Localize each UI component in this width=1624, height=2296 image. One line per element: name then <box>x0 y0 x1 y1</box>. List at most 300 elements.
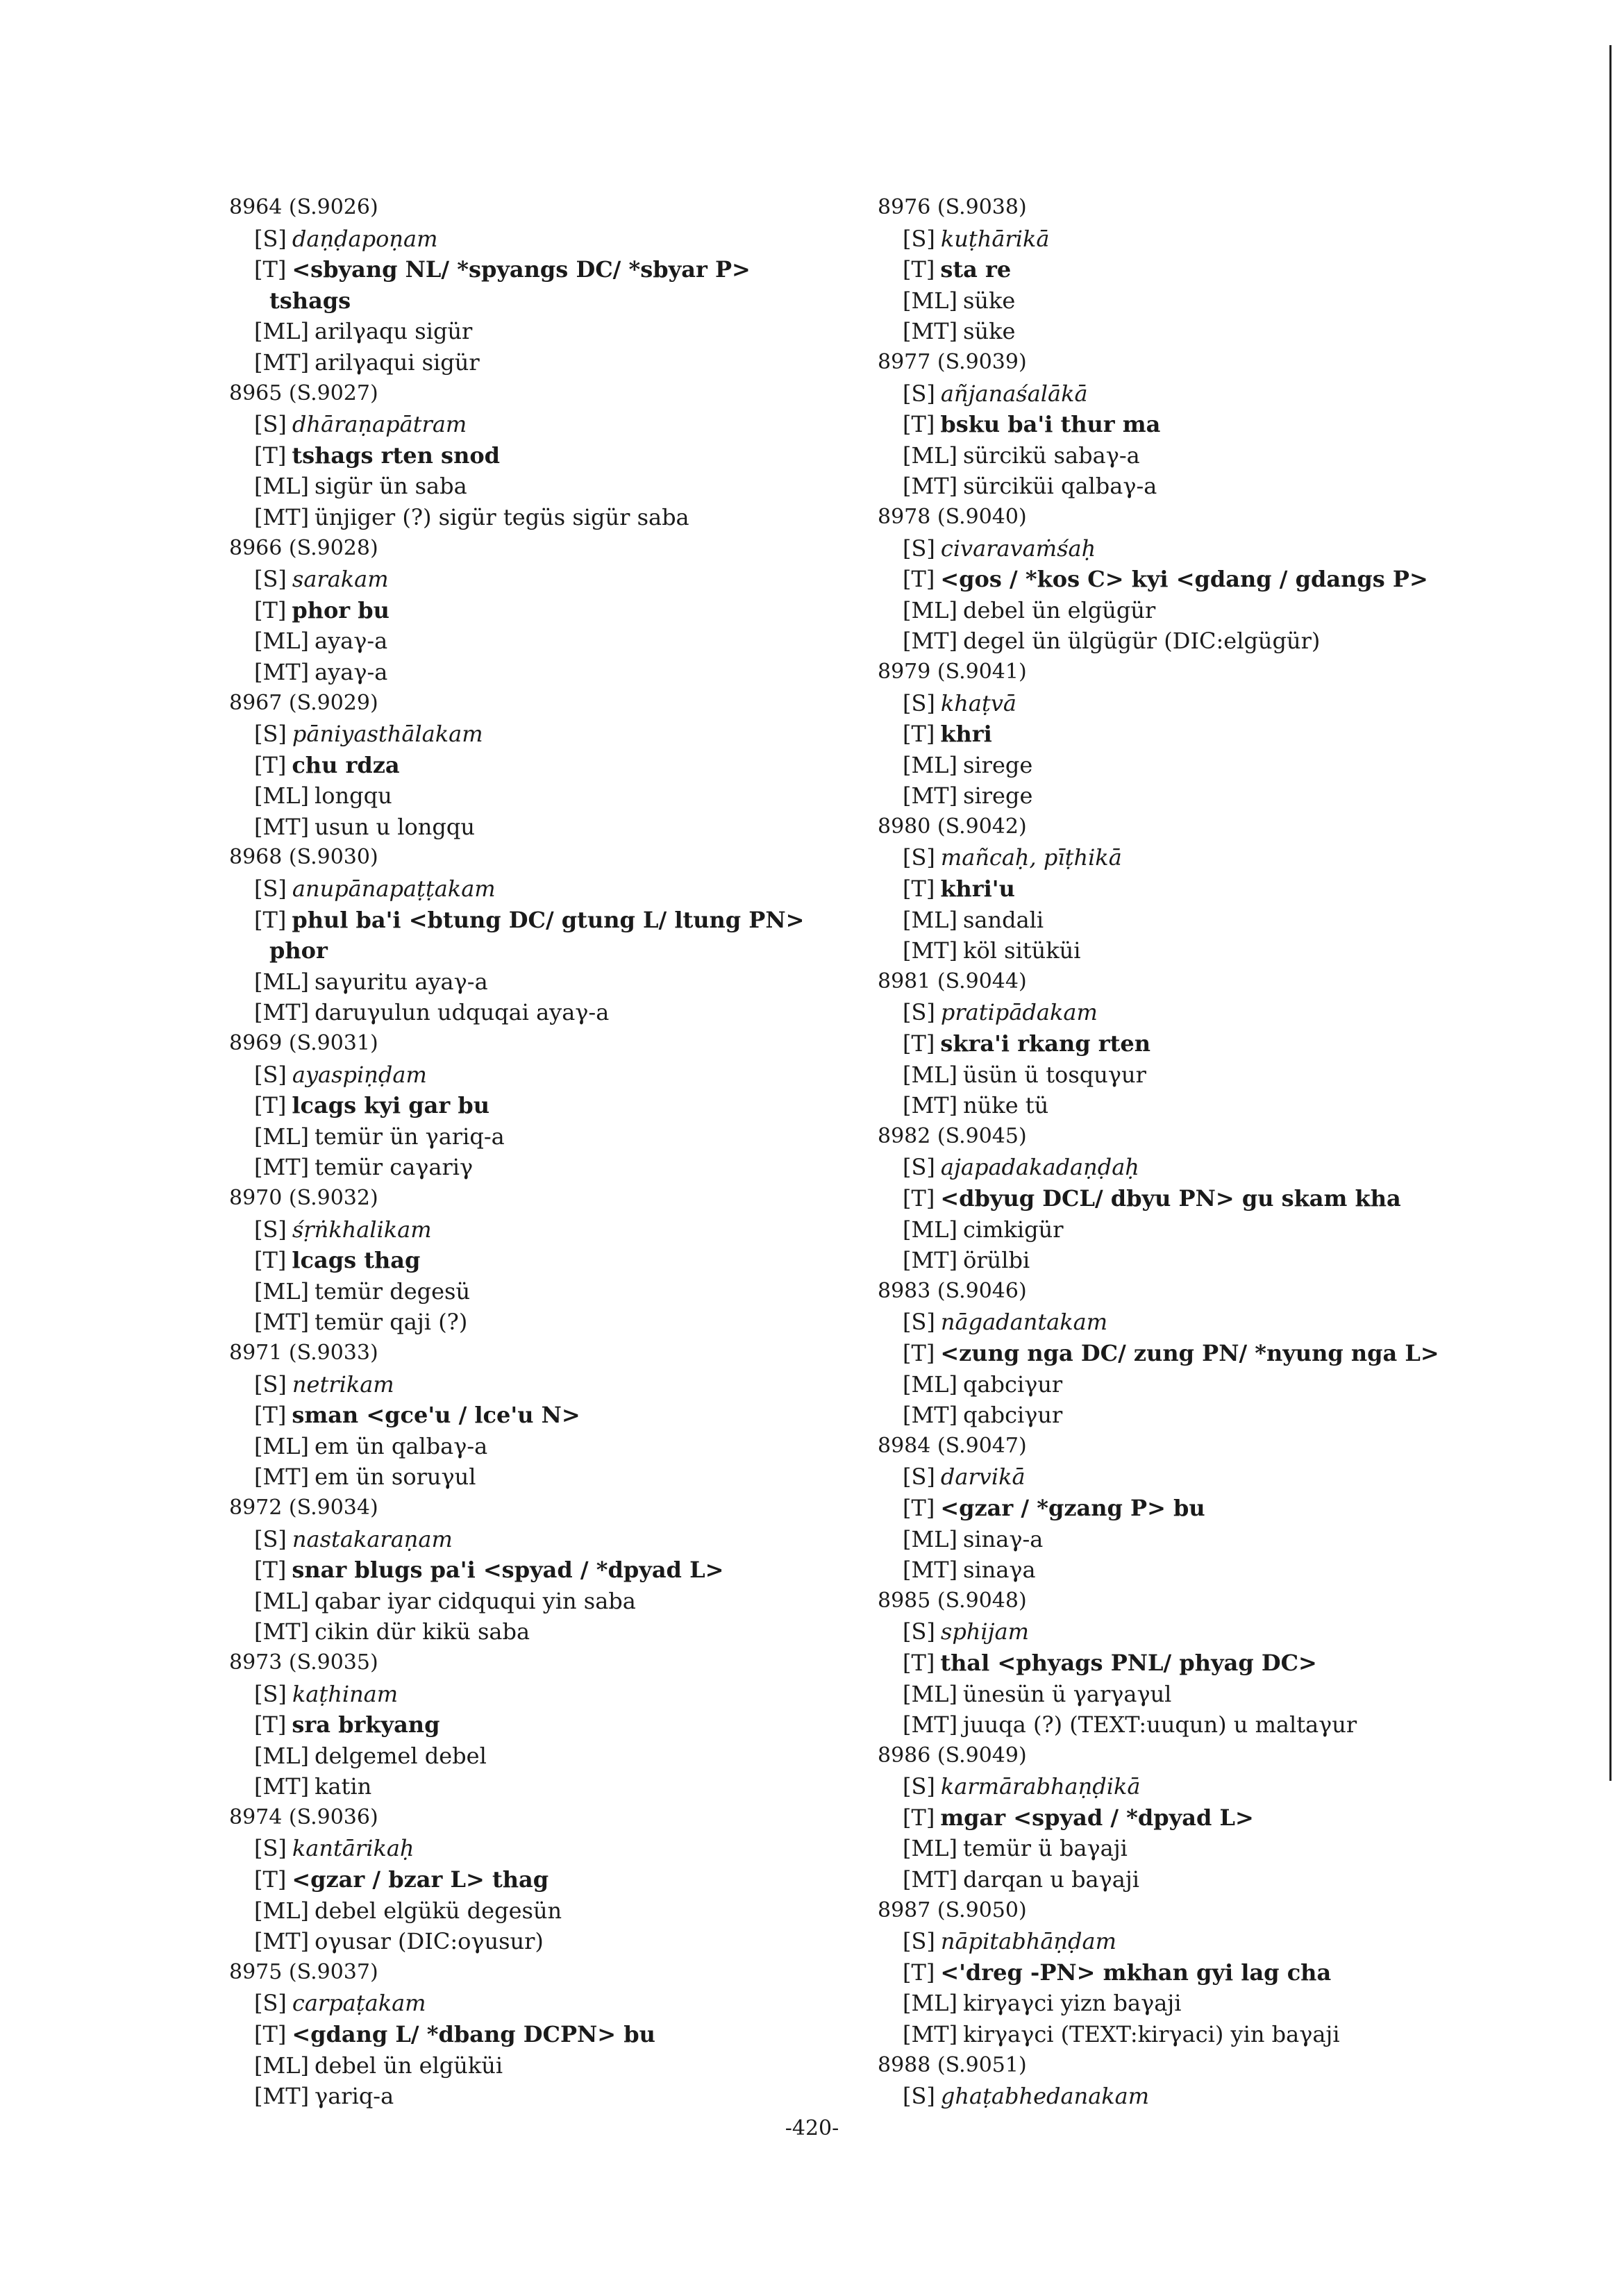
entry-field <box>878 224 1502 255</box>
entry-field <box>229 347 840 378</box>
entry-field <box>878 905 1502 936</box>
field-tag: [S] <box>903 1154 935 1181</box>
field-value: chu rdza <box>292 751 400 778</box>
field-value: ayaγ-a <box>314 628 388 655</box>
field-tag: [MT] <box>903 2021 958 2048</box>
entry-number: 8974 (S.9036) <box>229 1804 378 1829</box>
entry-number: 8976 (S.9038) <box>878 195 1027 219</box>
field-tag: [MT] <box>254 1928 310 1955</box>
entry-field <box>229 471 840 502</box>
field-value: ayaγ-a <box>315 658 388 685</box>
field-value: sman <gce'u / lce'u N> <box>292 1402 580 1429</box>
field-tag: [T] <box>903 411 935 438</box>
field-tag: [ML] <box>254 1897 309 1924</box>
field-tag: [ML] <box>903 1835 957 1862</box>
field-tag: [T] <box>254 1092 287 1119</box>
entry-number: 8967 (S.9029) <box>229 690 378 715</box>
entry-field <box>229 1059 840 1091</box>
entry-field <box>878 1802 1502 1834</box>
entry-number: 8965 (S.9027) <box>229 380 378 405</box>
field-value: üsün ü tosquγur <box>962 1061 1146 1088</box>
entry-field <box>878 595 1502 626</box>
field-value: anupānapaṭṭakam <box>292 875 496 903</box>
field-tag: [S] <box>903 689 935 717</box>
entry-field <box>878 409 1502 440</box>
field-value: debel ün elgüküi <box>314 2052 503 2079</box>
entry-field <box>878 564 1502 595</box>
entry-field <box>229 1771 840 1802</box>
field-value: sarakam <box>292 566 389 593</box>
field-value: snar blugs pa'i <spyad / *dpyad L> <box>292 1557 724 1584</box>
field-value: darvikā <box>940 1464 1026 1491</box>
field-tag: [MT] <box>254 1773 310 1800</box>
entry-field <box>878 1369 1502 1400</box>
field-value: süke <box>963 318 1016 345</box>
entry-field <box>878 1833 1502 1864</box>
field-tag: [ML] <box>254 1277 309 1305</box>
entry-field <box>229 966 840 998</box>
entry-field <box>878 1957 1502 1988</box>
entry-field <box>229 1090 840 1121</box>
entry-field <box>878 1400 1502 1431</box>
field-tag: [S] <box>254 1680 287 1707</box>
entry-field <box>878 1616 1502 1648</box>
entry-field <box>229 1586 840 1617</box>
field-tag: [T] <box>254 256 287 283</box>
entry-number: 8968 (S.9030) <box>229 845 378 870</box>
field-tag: [ML] <box>254 1587 309 1614</box>
field-tag: [S] <box>254 1990 287 2017</box>
entry-field <box>878 1679 1502 1710</box>
entry-field <box>229 1214 840 1246</box>
entry-field <box>229 997 840 1028</box>
field-value: kuṭhārikā <box>940 225 1050 252</box>
entry-field <box>229 1741 840 1772</box>
field-value: <gzar / bzar L> thag <box>292 1866 549 1893</box>
entry-field <box>878 1059 1502 1091</box>
entry-field <box>878 1245 1502 1276</box>
entry-field <box>878 1214 1502 1246</box>
field-tag: [MT] <box>903 628 958 655</box>
entry-field <box>229 812 840 843</box>
entry-field <box>229 1431 840 1462</box>
entry-field <box>229 1152 840 1183</box>
entry-field <box>878 750 1502 781</box>
entry-field <box>878 719 1502 750</box>
field-tag: [S] <box>254 225 287 252</box>
field-tag: [S] <box>903 1773 935 1800</box>
field-tag: [T] <box>903 875 935 903</box>
field-tag: [T] <box>254 1866 287 1893</box>
field-tag: [ML] <box>903 596 957 623</box>
field-tag: [ML] <box>903 906 957 933</box>
entry-number: 8977 (S.9039) <box>878 349 1027 374</box>
field-value: darqan u baγaji <box>963 1866 1139 1893</box>
entry-value: phor <box>269 937 328 964</box>
field-tag: [ML] <box>254 473 309 500</box>
field-tag: [S] <box>903 1618 935 1645</box>
entry-field <box>878 1926 1502 1957</box>
field-value: civaravaṁśaḥ <box>940 535 1096 562</box>
entry-field <box>878 1338 1502 1369</box>
field-value: karmārabhaṇḍikā <box>940 1773 1141 1800</box>
field-tag: [T] <box>903 1959 935 1986</box>
margin-rule <box>1609 45 1612 1781</box>
field-tag: [S] <box>254 1061 287 1088</box>
field-value: temür ü baγaji <box>962 1835 1128 1862</box>
entry-number: 8970 (S.9032) <box>229 1186 378 1210</box>
field-tag: [T] <box>254 1247 287 1274</box>
field-tag: [S] <box>903 1309 935 1336</box>
entry-field <box>229 1864 840 1895</box>
right-column <box>878 192 1502 2112</box>
entry-field <box>878 2019 1502 2050</box>
field-value: carpaṭakam <box>292 1990 426 2017</box>
field-tag: [MT] <box>254 2083 310 2110</box>
field-value: qabciγur <box>963 1402 1063 1429</box>
field-value: thal <phyags PNL/ phyag DC> <box>940 1649 1317 1676</box>
field-tag: [ML] <box>903 442 957 469</box>
entry-field <box>229 502 840 533</box>
field-value: lcags thag <box>292 1247 421 1274</box>
entry-field <box>878 316 1502 347</box>
field-value: pāniyasthālakam <box>292 721 483 748</box>
field-value: cikin dür kikü saba <box>315 1618 530 1645</box>
entry-number: 8975 (S.9037) <box>229 1959 378 1984</box>
field-value: <sbyang NL/ *spyangs DC/ *sbyar P> <box>292 256 751 283</box>
field-tag: [ML] <box>254 628 309 655</box>
entry-field <box>229 873 840 905</box>
entry-field <box>229 1461 840 1493</box>
field-value: temür caγariγ <box>315 1154 474 1181</box>
field-tag: [ML] <box>903 1371 957 1398</box>
field-tag: [T] <box>903 1185 935 1212</box>
field-tag: [S] <box>903 2083 935 2110</box>
entry-field <box>229 1555 840 1586</box>
field-value: arilγaqu sigür <box>314 318 473 345</box>
field-tag: [S] <box>254 1216 287 1243</box>
entry-field <box>878 1028 1502 1059</box>
entry-field <box>229 1616 840 1648</box>
field-value: nāgadantakam <box>940 1309 1108 1336</box>
entry-field <box>229 1709 840 1741</box>
entry-field <box>878 842 1502 873</box>
entry-field <box>878 533 1502 564</box>
field-value: qabciγur <box>962 1371 1063 1398</box>
entry-number: 8969 (S.9031) <box>229 1031 378 1056</box>
entry-field <box>229 1400 840 1431</box>
entry-field <box>229 1679 840 1710</box>
field-value: usun u longqu <box>315 813 475 840</box>
field-tag: [T] <box>903 721 935 748</box>
entry-field <box>878 1524 1502 1555</box>
entry-number: 8982 (S.9045) <box>878 1123 1027 1148</box>
entry-number: 8972 (S.9034) <box>229 1495 378 1520</box>
field-tag: [S] <box>254 411 287 438</box>
field-tag: [ML] <box>903 1680 957 1707</box>
entry-field <box>229 1245 840 1276</box>
field-tag: [ML] <box>903 1990 957 2017</box>
field-tag: [S] <box>254 721 287 748</box>
entry-field <box>229 2081 840 2112</box>
field-value: sürcikü sabaγ-a <box>962 442 1140 469</box>
field-tag: [MT] <box>903 473 958 500</box>
entry-field <box>878 1988 1502 2019</box>
entry-field <box>229 564 840 595</box>
entry-field <box>229 1988 840 2019</box>
field-value: <'dreg -PN> mkhan gyi lag cha <box>940 1959 1332 1986</box>
field-value: mañcaḥ, pīṭhikā <box>940 844 1122 871</box>
field-value: khaṭvā <box>940 689 1016 717</box>
field-value: em ün qalbaγ-a <box>314 1432 488 1459</box>
field-value: örülbi <box>963 1247 1030 1274</box>
page-number: -420- <box>785 2116 839 2140</box>
entry-field <box>878 1648 1502 1679</box>
field-value: degel ün ülgügür (DIC:elgügür) <box>963 628 1321 655</box>
entry-number: 8981 (S.9044) <box>878 969 1027 994</box>
field-tag: [MT] <box>903 782 958 810</box>
field-tag: [MT] <box>903 318 958 345</box>
field-tag: [ML] <box>254 968 309 995</box>
field-tag: [ML] <box>254 318 309 345</box>
field-tag: [T] <box>903 1339 935 1366</box>
entry-field <box>878 1152 1502 1183</box>
field-tag: [T] <box>254 906 287 933</box>
field-tag: [MT] <box>903 1711 958 1738</box>
field-value: sta re <box>940 256 1012 283</box>
entry-field <box>229 626 840 657</box>
field-value: dhāraṇapātram <box>292 411 467 438</box>
entry-field <box>229 409 840 440</box>
field-tag: [T] <box>903 566 935 593</box>
entry-number: 8966 (S.9028) <box>229 535 378 560</box>
field-value: ünesün ü γarγaγul <box>962 1680 1172 1707</box>
field-tag: [ML] <box>254 2052 309 2079</box>
entry-field <box>229 1369 840 1400</box>
entry-continuation <box>229 935 840 966</box>
field-value: khri'u <box>940 875 1015 903</box>
field-tag: [T] <box>254 2021 287 2048</box>
left-column <box>229 192 840 2112</box>
field-tag: [ML] <box>254 1432 309 1459</box>
field-tag: [S] <box>903 380 935 407</box>
field-tag: [MT] <box>254 1309 310 1336</box>
field-value: netrikam <box>292 1371 394 1398</box>
field-tag: [ML] <box>903 751 957 778</box>
entry-number: 8986 (S.9049) <box>878 1743 1027 1768</box>
field-value: <gos / *kos C> kyi <gdang / gdangs P> <box>940 566 1428 593</box>
field-tag: [MT] <box>254 1618 310 1645</box>
field-value: ajapadakadaṇḍaḥ <box>940 1154 1139 1181</box>
field-tag: [T] <box>254 1402 287 1429</box>
entry-field <box>878 688 1502 719</box>
field-value: tshags rten snod <box>292 442 501 469</box>
field-value: debel ün elgügür <box>962 596 1156 623</box>
field-value: nastakaraṇam <box>292 1525 453 1552</box>
entry-field <box>878 780 1502 812</box>
field-value: temür qaji (?) <box>315 1309 468 1336</box>
entry-field <box>878 1555 1502 1586</box>
field-value: sirege <box>962 751 1033 778</box>
field-value: daruγulun udquqai ayaγ-a <box>315 999 610 1026</box>
field-tag: [MT] <box>254 1154 310 1181</box>
field-tag: [MT] <box>903 1402 958 1429</box>
field-tag: [S] <box>254 875 287 903</box>
entry-number: 8985 (S.9048) <box>878 1588 1027 1613</box>
field-value: juuqa (?) (TEXT:uuqun) u maltaγur <box>963 1711 1357 1738</box>
field-value: saγuritu ayaγ-a <box>314 968 488 995</box>
entry-field <box>229 224 840 255</box>
field-value: longqu <box>314 782 392 810</box>
field-tag: [T] <box>254 1711 287 1738</box>
entry-field <box>229 1833 840 1864</box>
entry-field <box>229 1121 840 1153</box>
field-value: sra brkyang <box>292 1711 440 1738</box>
field-tag: [MT] <box>254 503 310 530</box>
field-value: kaṭhinam <box>292 1680 399 1707</box>
field-value: arilγaqui sigür <box>315 349 480 376</box>
field-tag: [S] <box>903 1928 935 1955</box>
field-tag: [MT] <box>903 1247 958 1274</box>
field-value: khri <box>940 721 992 748</box>
field-tag: [S] <box>903 1464 935 1491</box>
field-tag: [ML] <box>903 1061 957 1088</box>
field-value: katin <box>315 1773 372 1800</box>
field-value: <zung nga DC/ zung PN/ *nyung nga L> <box>940 1339 1439 1366</box>
entry-field <box>878 1709 1502 1741</box>
field-value: kirγaγci yizn baγaji <box>962 1990 1182 2017</box>
field-value: daṇḍapoṇam <box>292 225 438 252</box>
entry-field <box>878 2081 1502 2112</box>
entry-field <box>878 1307 1502 1338</box>
field-value: skra'i rkang rten <box>940 1030 1150 1057</box>
field-tag: [ML] <box>254 1123 309 1150</box>
field-value: qabar iyar cidququi yin saba <box>314 1587 636 1614</box>
field-value: sigür ün saba <box>314 473 467 500</box>
entry-field <box>229 1926 840 1957</box>
entry-field <box>878 626 1502 657</box>
field-value: temür degesü <box>314 1277 471 1305</box>
entry-field <box>229 780 840 812</box>
entry-field <box>229 595 840 626</box>
field-value: γariq-a <box>315 2083 394 2110</box>
field-value: cimkigür <box>962 1216 1064 1243</box>
field-tag: [T] <box>254 442 287 469</box>
field-value: oγusar (DIC:oγusur) <box>315 1928 544 1955</box>
entry-field <box>229 2019 840 2050</box>
field-tag: [S] <box>903 535 935 562</box>
entry-field <box>878 1461 1502 1493</box>
entry-field <box>878 1090 1502 1121</box>
entry-number: 8988 (S.9051) <box>878 2052 1027 2077</box>
field-value: sirege <box>963 782 1033 810</box>
field-value: añjanaśalākā <box>940 380 1088 407</box>
field-tag: [T] <box>903 1030 935 1057</box>
field-value: śṛṅkhalikam <box>292 1216 432 1243</box>
entry-field <box>229 1276 840 1307</box>
entry-field <box>878 378 1502 410</box>
entry-number: 8973 (S.9035) <box>229 1650 378 1675</box>
entry-number: 8978 (S.9040) <box>878 504 1027 529</box>
field-tag: [MT] <box>254 349 310 376</box>
field-tag: [S] <box>903 225 935 252</box>
entry-field <box>229 1524 840 1555</box>
entry-number: 8984 (S.9047) <box>878 1433 1027 1458</box>
field-value: kantārikaḥ <box>292 1835 415 1862</box>
field-tag: [S] <box>903 844 935 871</box>
field-value: phor bu <box>292 596 390 623</box>
entry-continuation <box>229 285 840 317</box>
entry-field <box>878 1493 1502 1524</box>
entry-value: tshags <box>269 287 351 314</box>
field-tag: [S] <box>903 999 935 1026</box>
entry-number: 8971 (S.9033) <box>229 1340 378 1365</box>
entry-field <box>878 285 1502 317</box>
field-value: <gzar / *gzang P> bu <box>940 1494 1205 1521</box>
entry-field <box>229 2050 840 2081</box>
field-value: temür ün γariq-a <box>314 1123 505 1150</box>
field-value: pratipādakam <box>940 999 1098 1026</box>
field-tag: [S] <box>254 1835 287 1862</box>
field-tag: [T] <box>903 1649 935 1676</box>
field-value: sürciküi qalbaγ-a <box>963 473 1157 500</box>
field-value: <dbyug DCL/ dbyu PN> gu skam kha <box>940 1185 1401 1212</box>
entry-number: 8964 (S.9026) <box>229 195 378 219</box>
field-value: nüke tü <box>963 1092 1049 1119</box>
field-value: sandali <box>962 906 1044 933</box>
field-value: delgemel debel <box>314 1742 487 1769</box>
field-tag: [MT] <box>903 937 958 964</box>
field-value: ünjiger (?) sigür tegüs sigür saba <box>315 503 689 530</box>
field-tag: [MT] <box>254 999 310 1026</box>
entry-number: 8980 (S.9042) <box>878 814 1027 839</box>
field-tag: [MT] <box>903 1866 958 1893</box>
field-tag: [T] <box>903 1494 935 1521</box>
entry-field <box>878 471 1502 502</box>
field-tag: [ML] <box>903 1525 957 1552</box>
field-value: sphijam <box>940 1618 1029 1645</box>
field-tag: [T] <box>254 596 287 623</box>
field-value: köl sitüküi <box>963 937 1081 964</box>
entry-field <box>878 1183 1502 1214</box>
field-value: bsku ba'i thur ma <box>940 411 1161 438</box>
field-tag: [MT] <box>254 813 310 840</box>
field-tag: [ML] <box>254 782 309 810</box>
field-tag: [ML] <box>903 287 957 314</box>
field-value: sinaγ-a <box>962 1525 1044 1552</box>
field-value: kirγaγci (TEXT:kirγaci) yin baγaji <box>963 2021 1340 2048</box>
field-value: phul ba'i <btung DC/ gtung L/ ltung PN> <box>292 906 805 933</box>
entry-field <box>878 1771 1502 1802</box>
field-tag: [T] <box>903 1804 935 1831</box>
entry-field <box>878 873 1502 905</box>
entry-field <box>878 1864 1502 1895</box>
field-value: debel elgükü degesün <box>314 1897 562 1924</box>
field-tag: [S] <box>254 1525 287 1552</box>
field-value: süke <box>962 287 1016 314</box>
entry-number: 8983 (S.9046) <box>878 1278 1027 1303</box>
entry-field <box>229 440 840 471</box>
entry-field <box>229 657 840 688</box>
field-value: ayaspiṇḍam <box>292 1061 427 1088</box>
field-value: nāpitabhāṇḍam <box>940 1928 1116 1955</box>
field-value: lcags kyi gar bu <box>292 1092 490 1119</box>
field-value: em ün soruγul <box>315 1464 476 1491</box>
field-tag: [ML] <box>903 1216 957 1243</box>
entry-field <box>878 254 1502 285</box>
entry-field <box>878 440 1502 471</box>
entry-field <box>229 719 840 750</box>
